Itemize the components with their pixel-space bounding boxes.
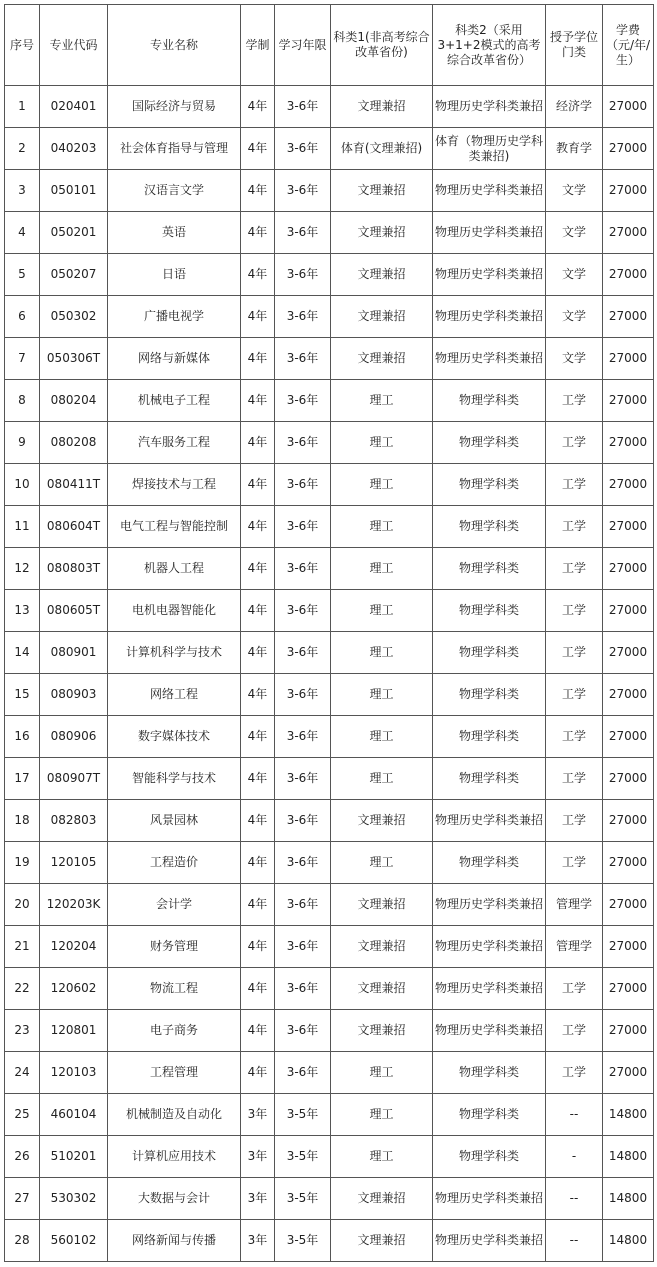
cell-major-code: 080906 — [40, 716, 108, 758]
cell-study-period: 3-6年 — [275, 422, 331, 464]
cell-tuition: 14800 — [603, 1094, 654, 1136]
cell-category-1: 文理兼招 — [331, 968, 433, 1010]
table-row — [5, 1178, 654, 1220]
cell-major-name: 网络新闻与传播 — [108, 1220, 241, 1262]
cell-degree: 工学 — [546, 800, 603, 842]
cell-index: 25 — [5, 1094, 40, 1136]
cell-major-name: 汉语言文学 — [108, 170, 241, 212]
cell-degree: 工学 — [546, 464, 603, 506]
header-index: 序号 — [5, 5, 40, 86]
cell-degree: 工学 — [546, 590, 603, 632]
table-row — [5, 1136, 654, 1178]
cell-major-code: 120203K — [40, 884, 108, 926]
cell-degree: -- — [546, 1178, 603, 1220]
cell-study-period: 3-6年 — [275, 716, 331, 758]
table-row — [5, 212, 654, 254]
cell-major-name: 社会体育指导与管理 — [108, 128, 241, 170]
table-body — [5, 86, 654, 1262]
cell-tuition: 14800 — [603, 1136, 654, 1178]
cell-category-2: 物理历史学科类兼招 — [433, 254, 546, 296]
cell-degree: 工学 — [546, 506, 603, 548]
cell-category-2: 物理历史学科类兼招 — [433, 1010, 546, 1052]
cell-category-1: 文理兼招 — [331, 884, 433, 926]
cell-major-code: 120103 — [40, 1052, 108, 1094]
cell-study-period: 3-6年 — [275, 254, 331, 296]
cell-tuition: 27000 — [603, 170, 654, 212]
cell-index: 12 — [5, 548, 40, 590]
cell-category-2: 物理学科类 — [433, 716, 546, 758]
cell-category-1: 文理兼招 — [331, 1178, 433, 1220]
cell-category-2: 物理历史学科类兼招 — [433, 170, 546, 212]
cell-category-2: 物理学科类 — [433, 548, 546, 590]
cell-major-code: 080411T — [40, 464, 108, 506]
cell-degree: 工学 — [546, 716, 603, 758]
table-row — [5, 464, 654, 506]
cell-index: 18 — [5, 800, 40, 842]
cell-index: 21 — [5, 926, 40, 968]
cell-degree: -- — [546, 1220, 603, 1262]
header-major-name: 专业名称 — [108, 5, 241, 86]
cell-tuition: 27000 — [603, 548, 654, 590]
cell-tuition: 27000 — [603, 296, 654, 338]
cell-duration: 4年 — [241, 380, 275, 422]
cell-duration: 4年 — [241, 170, 275, 212]
cell-major-code: 050101 — [40, 170, 108, 212]
cell-category-1: 理工 — [331, 464, 433, 506]
cell-major-code: 530302 — [40, 1178, 108, 1220]
cell-index: 10 — [5, 464, 40, 506]
cell-study-period: 3-6年 — [275, 1010, 331, 1052]
cell-degree: 文学 — [546, 338, 603, 380]
cell-category-1: 理工 — [331, 842, 433, 884]
cell-major-name: 计算机应用技术 — [108, 1136, 241, 1178]
cell-major-code: 560102 — [40, 1220, 108, 1262]
table-row — [5, 674, 654, 716]
table-row — [5, 548, 654, 590]
cell-study-period: 3-6年 — [275, 674, 331, 716]
cell-duration: 4年 — [241, 464, 275, 506]
cell-degree: 工学 — [546, 968, 603, 1010]
cell-category-1: 理工 — [331, 1136, 433, 1178]
cell-major-name: 电气工程与智能控制 — [108, 506, 241, 548]
cell-category-1: 理工 — [331, 1052, 433, 1094]
cell-category-1: 理工 — [331, 716, 433, 758]
cell-major-code: 510201 — [40, 1136, 108, 1178]
cell-index: 8 — [5, 380, 40, 422]
cell-tuition: 27000 — [603, 506, 654, 548]
cell-major-code: 120105 — [40, 842, 108, 884]
cell-category-2: 物理历史学科类兼招 — [433, 212, 546, 254]
cell-degree: 经济学 — [546, 86, 603, 128]
header-degree: 授予学位门类 — [546, 5, 603, 86]
cell-index: 22 — [5, 968, 40, 1010]
cell-study-period: 3-6年 — [275, 632, 331, 674]
cell-major-code: 040203 — [40, 128, 108, 170]
cell-major-code: 080605T — [40, 590, 108, 632]
cell-study-period: 3-6年 — [275, 758, 331, 800]
header-row — [5, 5, 654, 86]
cell-index: 17 — [5, 758, 40, 800]
cell-category-2: 物理历史学科类兼招 — [433, 884, 546, 926]
cell-tuition: 27000 — [603, 380, 654, 422]
cell-category-2: 物理学科类 — [433, 758, 546, 800]
cell-major-name: 网络与新媒体 — [108, 338, 241, 380]
cell-major-code: 080604T — [40, 506, 108, 548]
table-row — [5, 1094, 654, 1136]
cell-duration: 4年 — [241, 86, 275, 128]
cell-study-period: 3-6年 — [275, 506, 331, 548]
cell-category-1: 理工 — [331, 1094, 433, 1136]
cell-major-code: 050302 — [40, 296, 108, 338]
cell-duration: 3年 — [241, 1094, 275, 1136]
cell-degree: 工学 — [546, 380, 603, 422]
cell-major-code: 020401 — [40, 86, 108, 128]
cell-major-code: 080208 — [40, 422, 108, 464]
cell-study-period: 3-6年 — [275, 464, 331, 506]
cell-major-code: 080901 — [40, 632, 108, 674]
cell-major-code: 050306T — [40, 338, 108, 380]
cell-category-2: 物理学科类 — [433, 1052, 546, 1094]
cell-tuition: 27000 — [603, 716, 654, 758]
cell-category-1: 理工 — [331, 506, 433, 548]
cell-major-name: 工程管理 — [108, 1052, 241, 1094]
cell-tuition: 27000 — [603, 842, 654, 884]
cell-degree: 工学 — [546, 758, 603, 800]
cell-major-code: 080204 — [40, 380, 108, 422]
cell-study-period: 3-6年 — [275, 548, 331, 590]
cell-major-name: 电子商务 — [108, 1010, 241, 1052]
cell-duration: 3年 — [241, 1178, 275, 1220]
table-row — [5, 1052, 654, 1094]
cell-study-period: 3-6年 — [275, 86, 331, 128]
cell-tuition: 27000 — [603, 632, 654, 674]
cell-degree: 工学 — [546, 632, 603, 674]
table-row — [5, 380, 654, 422]
cell-duration: 4年 — [241, 422, 275, 464]
cell-duration: 4年 — [241, 254, 275, 296]
header-major-code: 专业代码 — [40, 5, 108, 86]
cell-category-1: 文理兼招 — [331, 296, 433, 338]
cell-study-period: 3-5年 — [275, 1178, 331, 1220]
cell-major-name: 英语 — [108, 212, 241, 254]
cell-tuition: 27000 — [603, 464, 654, 506]
cell-category-1: 体育(文理兼招) — [331, 128, 433, 170]
table-row — [5, 254, 654, 296]
majors-table — [4, 4, 654, 1262]
cell-category-2: 物理学科类 — [433, 422, 546, 464]
cell-major-name: 物流工程 — [108, 968, 241, 1010]
table-row — [5, 128, 654, 170]
cell-major-name: 大数据与会计 — [108, 1178, 241, 1220]
table-row — [5, 86, 654, 128]
cell-tuition: 27000 — [603, 1010, 654, 1052]
cell-major-name: 电机电器智能化 — [108, 590, 241, 632]
cell-index: 27 — [5, 1178, 40, 1220]
cell-index: 26 — [5, 1136, 40, 1178]
cell-category-2: 物理历史学科类兼招 — [433, 86, 546, 128]
cell-tuition: 27000 — [603, 758, 654, 800]
header-study-period: 学习年限 — [275, 5, 331, 86]
cell-degree: 工学 — [546, 842, 603, 884]
cell-major-code: 080903 — [40, 674, 108, 716]
cell-major-name: 风景园林 — [108, 800, 241, 842]
cell-major-name: 数字媒体技术 — [108, 716, 241, 758]
table-row — [5, 884, 654, 926]
cell-category-1: 理工 — [331, 758, 433, 800]
cell-category-2: 物理历史学科类兼招 — [433, 926, 546, 968]
cell-category-2: 物理历史学科类兼招 — [433, 968, 546, 1010]
table-row — [5, 716, 654, 758]
cell-study-period: 3-5年 — [275, 1094, 331, 1136]
cell-tuition: 27000 — [603, 884, 654, 926]
cell-category-1: 文理兼招 — [331, 926, 433, 968]
table-row — [5, 1220, 654, 1262]
cell-major-name: 财务管理 — [108, 926, 241, 968]
cell-major-name: 日语 — [108, 254, 241, 296]
cell-major-code: 120204 — [40, 926, 108, 968]
cell-category-2: 物理历史学科类兼招 — [433, 338, 546, 380]
header-duration: 学制 — [241, 5, 275, 86]
cell-tuition: 27000 — [603, 800, 654, 842]
cell-major-code: 080803T — [40, 548, 108, 590]
cell-degree: 工学 — [546, 1010, 603, 1052]
cell-index: 2 — [5, 128, 40, 170]
cell-study-period: 3-6年 — [275, 884, 331, 926]
cell-index: 20 — [5, 884, 40, 926]
cell-index: 6 — [5, 296, 40, 338]
cell-index: 4 — [5, 212, 40, 254]
cell-major-code: 460104 — [40, 1094, 108, 1136]
cell-tuition: 27000 — [603, 128, 654, 170]
cell-major-name: 智能科学与技术 — [108, 758, 241, 800]
cell-index: 11 — [5, 506, 40, 548]
cell-major-name: 焊接技术与工程 — [108, 464, 241, 506]
cell-study-period: 3-6年 — [275, 296, 331, 338]
cell-index: 1 — [5, 86, 40, 128]
cell-degree: 文学 — [546, 170, 603, 212]
cell-duration: 4年 — [241, 296, 275, 338]
cell-category-1: 文理兼招 — [331, 86, 433, 128]
cell-index: 24 — [5, 1052, 40, 1094]
cell-study-period: 3-6年 — [275, 590, 331, 632]
cell-duration: 4年 — [241, 716, 275, 758]
cell-index: 16 — [5, 716, 40, 758]
cell-major-code: 080907T — [40, 758, 108, 800]
cell-category-1: 理工 — [331, 590, 433, 632]
cell-category-1: 文理兼招 — [331, 254, 433, 296]
cell-category-2: 物理学科类 — [433, 506, 546, 548]
header-category-1: 科类1(非高考综合改革省份) — [331, 5, 433, 86]
cell-category-2: 体育（物理历史学科类兼招) — [433, 128, 546, 170]
cell-major-code: 050201 — [40, 212, 108, 254]
cell-duration: 4年 — [241, 632, 275, 674]
table-row — [5, 1010, 654, 1052]
cell-index: 23 — [5, 1010, 40, 1052]
cell-category-2: 物理历史学科类兼招 — [433, 296, 546, 338]
cell-degree: 文学 — [546, 254, 603, 296]
cell-study-period: 3-6年 — [275, 968, 331, 1010]
cell-duration: 3年 — [241, 1136, 275, 1178]
cell-study-period: 3-5年 — [275, 1220, 331, 1262]
cell-category-2: 物理历史学科类兼招 — [433, 800, 546, 842]
cell-category-2: 物理学科类 — [433, 632, 546, 674]
cell-category-1: 理工 — [331, 674, 433, 716]
cell-major-code: 082803 — [40, 800, 108, 842]
cell-category-1: 理工 — [331, 422, 433, 464]
header-category-2: 科类2（采用3+1+2模式的高考综合改革省份） — [433, 5, 546, 86]
cell-duration: 4年 — [241, 212, 275, 254]
cell-category-1: 文理兼招 — [331, 1220, 433, 1262]
cell-degree: - — [546, 1136, 603, 1178]
cell-tuition: 27000 — [603, 1052, 654, 1094]
cell-category-2: 物理学科类 — [433, 1094, 546, 1136]
cell-duration: 4年 — [241, 884, 275, 926]
cell-category-2: 物理学科类 — [433, 1136, 546, 1178]
cell-degree: 工学 — [546, 422, 603, 464]
cell-category-2: 物理历史学科类兼招 — [433, 1178, 546, 1220]
cell-tuition: 27000 — [603, 674, 654, 716]
cell-major-name: 网络工程 — [108, 674, 241, 716]
cell-duration: 4年 — [241, 800, 275, 842]
cell-category-2: 物理学科类 — [433, 464, 546, 506]
majors-table-container — [4, 4, 654, 1262]
cell-tuition: 27000 — [603, 968, 654, 1010]
cell-degree: 文学 — [546, 212, 603, 254]
cell-index: 28 — [5, 1220, 40, 1262]
cell-category-1: 文理兼招 — [331, 338, 433, 380]
cell-category-1: 理工 — [331, 380, 433, 422]
cell-index: 5 — [5, 254, 40, 296]
cell-index: 19 — [5, 842, 40, 884]
cell-major-code: 120801 — [40, 1010, 108, 1052]
cell-index: 7 — [5, 338, 40, 380]
cell-category-2: 物理历史学科类兼招 — [433, 1220, 546, 1262]
cell-duration: 4年 — [241, 1010, 275, 1052]
table-row — [5, 632, 654, 674]
cell-index: 15 — [5, 674, 40, 716]
cell-degree: 文学 — [546, 296, 603, 338]
cell-major-name: 会计学 — [108, 884, 241, 926]
cell-duration: 4年 — [241, 548, 275, 590]
cell-index: 3 — [5, 170, 40, 212]
cell-category-1: 文理兼招 — [331, 800, 433, 842]
cell-major-code: 120602 — [40, 968, 108, 1010]
cell-category-2: 物理学科类 — [433, 674, 546, 716]
cell-tuition: 27000 — [603, 212, 654, 254]
table-row — [5, 758, 654, 800]
cell-major-name: 国际经济与贸易 — [108, 86, 241, 128]
cell-major-name: 机械电子工程 — [108, 380, 241, 422]
cell-study-period: 3-6年 — [275, 842, 331, 884]
cell-duration: 4年 — [241, 968, 275, 1010]
cell-degree: 工学 — [546, 674, 603, 716]
cell-tuition: 27000 — [603, 86, 654, 128]
cell-study-period: 3-6年 — [275, 1052, 331, 1094]
cell-duration: 4年 — [241, 674, 275, 716]
cell-category-1: 理工 — [331, 632, 433, 674]
table-row — [5, 170, 654, 212]
cell-major-name: 计算机科学与技术 — [108, 632, 241, 674]
cell-study-period: 3-6年 — [275, 128, 331, 170]
cell-index: 13 — [5, 590, 40, 632]
cell-tuition: 27000 — [603, 926, 654, 968]
cell-major-name: 工程造价 — [108, 842, 241, 884]
cell-duration: 4年 — [241, 128, 275, 170]
cell-duration: 3年 — [241, 1220, 275, 1262]
cell-tuition: 14800 — [603, 1220, 654, 1262]
table-row — [5, 926, 654, 968]
table-row — [5, 968, 654, 1010]
cell-study-period: 3-6年 — [275, 212, 331, 254]
table-row — [5, 338, 654, 380]
cell-duration: 4年 — [241, 590, 275, 632]
cell-duration: 4年 — [241, 1052, 275, 1094]
cell-tuition: 27000 — [603, 422, 654, 464]
header-tuition: 学费（元/年/生） — [603, 5, 654, 86]
cell-duration: 4年 — [241, 758, 275, 800]
cell-category-2: 物理学科类 — [433, 590, 546, 632]
cell-index: 9 — [5, 422, 40, 464]
cell-duration: 4年 — [241, 506, 275, 548]
cell-major-code: 050207 — [40, 254, 108, 296]
cell-major-name: 机器人工程 — [108, 548, 241, 590]
cell-category-2: 物理学科类 — [433, 380, 546, 422]
table-row — [5, 800, 654, 842]
cell-tuition: 27000 — [603, 590, 654, 632]
cell-major-name: 汽车服务工程 — [108, 422, 241, 464]
table-row — [5, 296, 654, 338]
table-row — [5, 506, 654, 548]
cell-study-period: 3-6年 — [275, 380, 331, 422]
cell-category-1: 文理兼招 — [331, 170, 433, 212]
cell-duration: 4年 — [241, 926, 275, 968]
table-row — [5, 842, 654, 884]
cell-degree: 管理学 — [546, 884, 603, 926]
cell-study-period: 3-6年 — [275, 926, 331, 968]
cell-study-period: 3-5年 — [275, 1136, 331, 1178]
cell-tuition: 14800 — [603, 1178, 654, 1220]
cell-study-period: 3-6年 — [275, 338, 331, 380]
cell-index: 14 — [5, 632, 40, 674]
cell-study-period: 3-6年 — [275, 800, 331, 842]
cell-duration: 4年 — [241, 842, 275, 884]
cell-major-name: 广播电视学 — [108, 296, 241, 338]
cell-category-2: 物理学科类 — [433, 842, 546, 884]
cell-category-1: 文理兼招 — [331, 1010, 433, 1052]
table-row — [5, 422, 654, 464]
cell-duration: 4年 — [241, 338, 275, 380]
cell-degree: 管理学 — [546, 926, 603, 968]
cell-study-period: 3-6年 — [275, 170, 331, 212]
cell-category-1: 理工 — [331, 548, 433, 590]
cell-degree: 工学 — [546, 1052, 603, 1094]
cell-category-1: 文理兼招 — [331, 212, 433, 254]
cell-tuition: 27000 — [603, 254, 654, 296]
cell-degree: 教育学 — [546, 128, 603, 170]
cell-tuition: 27000 — [603, 338, 654, 380]
cell-major-name: 机械制造及自动化 — [108, 1094, 241, 1136]
cell-degree: -- — [546, 1094, 603, 1136]
table-row — [5, 590, 654, 632]
cell-degree: 工学 — [546, 548, 603, 590]
